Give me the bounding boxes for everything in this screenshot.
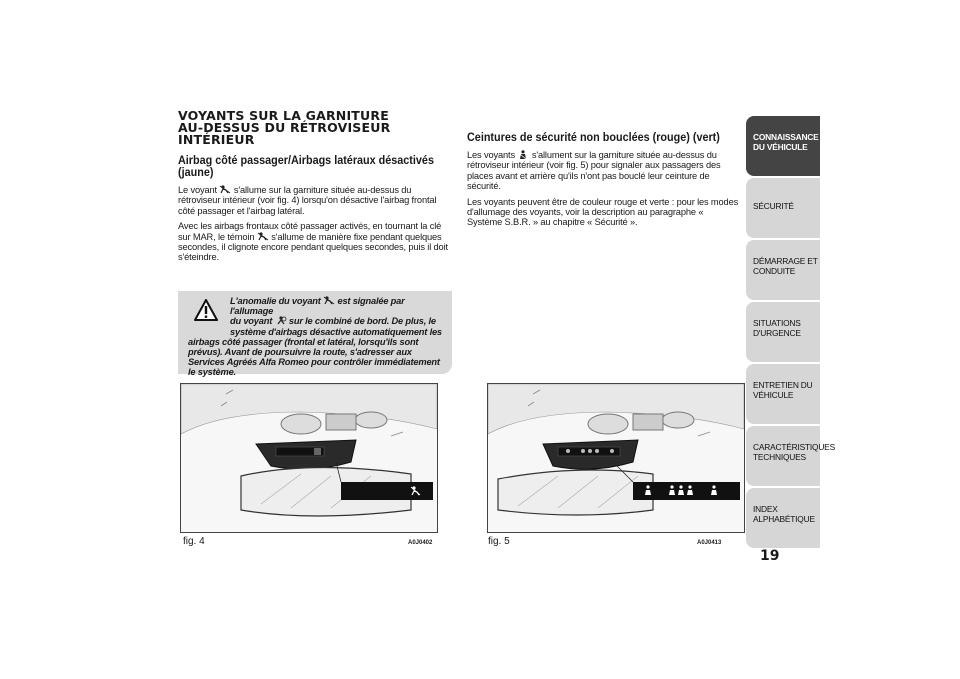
right-column bbox=[467, 132, 739, 233]
fig4-code: A0J0402 bbox=[408, 540, 433, 546]
tab-situations-d-urgence[interactable]: SITUATIONS D'URGENCE bbox=[746, 302, 820, 362]
tab-caracteristiques-techniques[interactable]: CARACTÉRISTIQUES TECHNIQUES bbox=[746, 426, 820, 486]
airbag-paragraph-2: Avec les airbags frontaux côté passager activés, en tournant la clé sur MAR, le témoin s'allume de manière fixe pendant quelques secondes, il clignote encore pendant quelques secondes, puis il doit s'éteindre. bbox=[178, 221, 448, 263]
airbag-subhead: Airbag côté passager/Airbags latéraux désactivés (jaune) bbox=[178, 155, 434, 179]
fig5-caption: fig. 5 bbox=[488, 536, 510, 547]
seatbelt-paragraph-2: Les voyants peuvent être de couleur rouge et verte : pour les modes d'allumage des voyants, voir la description au paragraphe « Système S.B.R. » au chapitre « Sécurité ». bbox=[467, 196, 739, 228]
seatbelt-paragraph-1: Les voyants s'allument sur la garniture située au-dessus du rétroviseur intérieur (voir fig. 5) pour signaler aux passagers des places avant et arrière qu'ils n'ont pas bouclé leur ceinture de sécurité. bbox=[467, 150, 721, 192]
roof-console-airbag-drawing bbox=[181, 384, 437, 532]
seatbelt-icon bbox=[517, 150, 529, 159]
airbag-off-icon bbox=[257, 232, 269, 241]
airbag-warning-icon bbox=[275, 316, 287, 325]
section-title: VOYANTS SUR LA GARNITURE AU-DESSUS DU RÉTROVISEUR INTÉRIEUR bbox=[178, 108, 391, 147]
tab-demarrage-et-conduite[interactable]: DÉMARRAGE ET CONDUITE bbox=[746, 240, 820, 300]
tab-entretien-du-vehicule[interactable]: ENTRETIEN DU VÉHICULE bbox=[746, 364, 820, 424]
zoom-inset bbox=[341, 482, 433, 500]
airbag-off-icon bbox=[219, 185, 231, 194]
fig5-code: A0J0413 bbox=[697, 540, 722, 546]
airbag-off-icon bbox=[323, 296, 335, 305]
figure-4-illustration bbox=[180, 383, 438, 533]
page-number: 19 bbox=[760, 548, 780, 564]
warning-box bbox=[178, 291, 452, 378]
fig4-caption: fig. 4 bbox=[183, 536, 205, 547]
seatbelt-subhead: Ceintures de sécurité non bouclées (rouge) (vert) bbox=[467, 132, 720, 144]
figure-5-illustration bbox=[487, 383, 745, 533]
airbag-paragraph-1: Le voyant s'allume sur la garniture située au-dessus du rétroviseur intérieur (voir fig. 4) lorsqu'on désactive l'airbag frontal côté passager et l'airbag latéral. bbox=[178, 185, 437, 216]
tab-securite[interactable]: SÉCURITÉ bbox=[746, 178, 820, 238]
tab-index-alphabetique[interactable]: INDEX ALPHABÉTIQUE bbox=[746, 488, 820, 548]
roof-console-seatbelt-drawing bbox=[488, 384, 744, 532]
tab-connaissance-du-vehicule[interactable]: CONNAISSANCE DU VÉHICULE bbox=[746, 116, 820, 176]
left-column bbox=[178, 110, 452, 268]
warning-text: L'anomalie du voyant est signalée par l'allumage du voyant sur le combiné de bord. De plus, le système d'airbags désactive automatiquement les airbags côté passager (frontal et latéral, lorsqu'ils sont prévus). Avant de poursuivre la route, s'adresser aux Services Agréés Alfa Romeo pour contrôler immédiatement le système. bbox=[188, 296, 442, 378]
